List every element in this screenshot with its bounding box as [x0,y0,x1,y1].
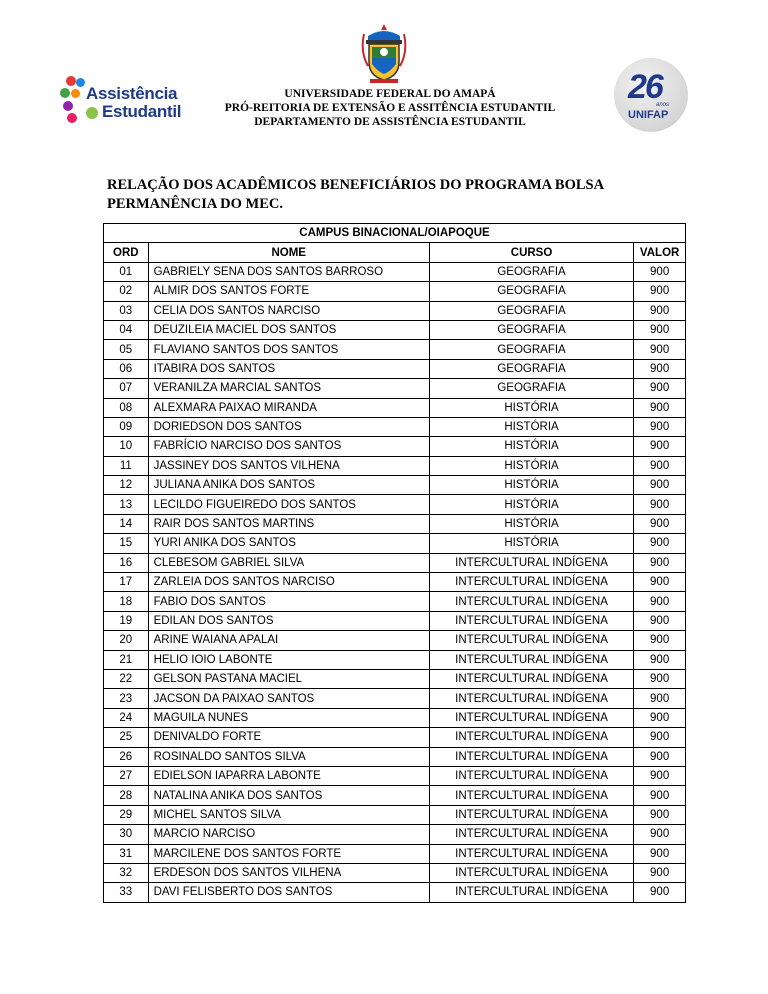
table-row [104,553,686,572]
cell-ord: 17 [104,573,149,592]
cell-ord: 15 [104,534,149,553]
cell-valor: 900 [634,320,686,339]
colored-dots-icon [60,76,86,124]
cell-valor: 900 [634,437,686,456]
cell-valor: 900 [634,534,686,553]
cell-curso: GEOGRAFIA [429,262,633,281]
cell-curso: INTERCULTURAL INDÍGENA [429,805,633,824]
cell-nome: JACSON DA PAIXAO SANTOS [148,689,429,708]
cell-ord: 14 [104,514,149,533]
cell-valor: 900 [634,301,686,320]
cell-valor: 900 [634,708,686,727]
cell-curso: HISTÓRIA [429,437,633,456]
cell-ord: 19 [104,611,149,630]
table-row [104,359,686,378]
table-row [104,825,686,844]
table-row [104,631,686,650]
cell-nome: RAIR DOS SANTOS MARTINS [148,514,429,533]
table-row [104,417,686,436]
cell-valor: 900 [634,650,686,669]
table-row [104,708,686,727]
table-row [104,437,686,456]
anniversary-suffix: anos [656,102,670,108]
anniversary-number: 26 [628,68,662,106]
cell-ord: 05 [104,340,149,359]
cell-valor: 900 [634,262,686,281]
header-nome: NOME [148,243,429,262]
cell-curso: INTERCULTURAL INDÍGENA [429,650,633,669]
cell-valor: 900 [634,495,686,514]
cell-valor: 900 [634,689,686,708]
table-row [104,340,686,359]
cell-nome: GELSON PASTANA MACIEL [148,669,429,688]
cell-valor: 900 [634,825,686,844]
cell-ord: 27 [104,766,149,785]
cell-valor: 900 [634,883,686,902]
table-row [104,883,686,902]
table-row [104,514,686,533]
cell-valor: 900 [634,766,686,785]
table-row [104,320,686,339]
cell-curso: GEOGRAFIA [429,301,633,320]
cell-curso: HISTÓRIA [429,476,633,495]
cell-ord: 04 [104,320,149,339]
cell-curso: INTERCULTURAL INDÍGENA [429,611,633,630]
table-row [104,728,686,747]
cell-ord: 22 [104,669,149,688]
cell-nome: FABRÍCIO NARCISO DOS SANTOS [148,437,429,456]
document-title-line2: PERMANÊNCIA DO MEC. [107,196,284,212]
cell-nome: MARCIO NARCISO [148,825,429,844]
cell-valor: 900 [634,359,686,378]
logo-text-line1: Assistência [86,84,178,103]
cell-curso: HISTÓRIA [429,398,633,417]
institution-line-3: DEPARTAMENTO DE ASSISTÊNCIA ESTUDANTIL [254,116,526,128]
cell-curso: INTERCULTURAL INDÍGENA [429,689,633,708]
unifap-26-logo [614,58,688,132]
table-row [104,650,686,669]
cell-nome: FABIO DOS SANTOS [148,592,429,611]
document-title-line1: RELAÇÃO DOS ACADÊMICOS BENEFICIÁRIOS DO PROGRAMA BOLSA [107,177,605,193]
cell-valor: 900 [634,456,686,475]
cell-nome: ITABIRA DOS SANTOS [148,359,429,378]
cell-curso: HISTÓRIA [429,534,633,553]
cell-valor: 900 [634,476,686,495]
cell-ord: 09 [104,417,149,436]
cell-ord: 32 [104,863,149,882]
cell-ord: 11 [104,456,149,475]
cell-nome: LECILDO FIGUEIREDO DOS SANTOS [148,495,429,514]
cell-ord: 02 [104,282,149,301]
cell-valor: 900 [634,340,686,359]
table-row [104,611,686,630]
cell-valor: 900 [634,282,686,301]
institution-line-1: UNIVERSIDADE FEDERAL DO AMAPÁ [284,88,496,100]
cell-valor: 900 [634,573,686,592]
header-ord: ORD [104,243,149,262]
cell-curso: GEOGRAFIA [429,379,633,398]
cell-curso: INTERCULTURAL INDÍGENA [429,728,633,747]
cell-curso: INTERCULTURAL INDÍGENA [429,631,633,650]
cell-ord: 31 [104,844,149,863]
table-row [104,301,686,320]
table-row [104,573,686,592]
cell-valor: 900 [634,379,686,398]
cell-ord: 33 [104,883,149,902]
cell-ord: 16 [104,553,149,572]
header-valor: VALOR [634,243,686,262]
university-crest-icon [360,22,408,84]
cell-ord: 07 [104,379,149,398]
cell-ord: 06 [104,359,149,378]
cell-nome: DEUZILEIA MACIEL DOS SANTOS [148,320,429,339]
table-row [104,766,686,785]
cell-ord: 13 [104,495,149,514]
cell-curso: GEOGRAFIA [429,320,633,339]
campus-caption: CAMPUS BINACIONAL/OIAPOQUE [104,224,686,243]
assistencia-estudantil-logo [60,70,185,125]
table-row [104,476,686,495]
cell-curso: GEOGRAFIA [429,359,633,378]
cell-ord: 24 [104,708,149,727]
cell-ord: 08 [104,398,149,417]
cell-valor: 900 [634,728,686,747]
header-curso: CURSO [429,243,633,262]
table-row [104,669,686,688]
cell-curso: HISTÓRIA [429,514,633,533]
cell-nome: DAVI FELISBERTO DOS SANTOS [148,883,429,902]
cell-valor: 900 [634,611,686,630]
beneficiaries-table [103,223,686,903]
cell-valor: 900 [634,514,686,533]
cell-nome: CELIA DOS SANTOS NARCISO [148,301,429,320]
cell-nome: VERANILZA MARCIAL SANTOS [148,379,429,398]
cell-curso: HISTÓRIA [429,495,633,514]
cell-ord: 10 [104,437,149,456]
cell-nome: HELIO IOIO LABONTE [148,650,429,669]
cell-curso: HISTÓRIA [429,417,633,436]
cell-nome: DENIVALDO FORTE [148,728,429,747]
cell-curso: INTERCULTURAL INDÍGENA [429,844,633,863]
cell-curso: INTERCULTURAL INDÍGENA [429,883,633,902]
cell-ord: 20 [104,631,149,650]
cell-nome: NATALINA ANIKA DOS SANTOS [148,786,429,805]
cell-ord: 30 [104,825,149,844]
cell-ord: 18 [104,592,149,611]
cell-nome: MARCILENE DOS SANTOS FORTE [148,844,429,863]
table-row [104,863,686,882]
cell-curso: INTERCULTURAL INDÍGENA [429,573,633,592]
cell-valor: 900 [634,417,686,436]
cell-curso: INTERCULTURAL INDÍGENA [429,863,633,882]
table-row [104,495,686,514]
cell-curso: GEOGRAFIA [429,340,633,359]
institution-line-2: PRÓ-REITORIA DE EXTENSÃO E ASSITÊNCIA ESTUDANTIL [224,102,556,114]
cell-nome: MICHEL SANTOS SILVA [148,805,429,824]
cell-curso: INTERCULTURAL INDÍGENA [429,592,633,611]
cell-nome: JASSINEY DOS SANTOS VILHENA [148,456,429,475]
cell-ord: 25 [104,728,149,747]
table-row [104,534,686,553]
cell-curso: INTERCULTURAL INDÍGENA [429,708,633,727]
cell-nome: JULIANA ANIKA DOS SANTOS [148,476,429,495]
cell-valor: 900 [634,553,686,572]
cell-curso: INTERCULTURAL INDÍGENA [429,766,633,785]
cell-valor: 900 [634,786,686,805]
cell-ord: 29 [104,805,149,824]
unifap-name: UNIFAP [628,109,669,121]
cell-valor: 900 [634,747,686,766]
cell-nome: CLEBESOM GABRIEL SILVA [148,553,429,572]
cell-nome: ARINE WAIANA APALAI [148,631,429,650]
cell-nome: EDILAN DOS SANTOS [148,611,429,630]
table-row [104,747,686,766]
cell-curso: INTERCULTURAL INDÍGENA [429,669,633,688]
table-row [104,398,686,417]
cell-nome: DORIEDSON DOS SANTOS [148,417,429,436]
cell-ord: 21 [104,650,149,669]
cell-nome: ERDESON DOS SANTOS VILHENA [148,863,429,882]
cell-valor: 900 [634,592,686,611]
cell-valor: 900 [634,669,686,688]
table-row [104,379,686,398]
cell-nome: ZARLEIA DOS SANTOS NARCISO [148,573,429,592]
table-row [104,592,686,611]
cell-valor: 900 [634,631,686,650]
table-row [104,786,686,805]
cell-nome: EDIELSON IAPARRA LABONTE [148,766,429,785]
table-row [104,805,686,824]
table-row [104,689,686,708]
cell-curso: INTERCULTURAL INDÍGENA [429,747,633,766]
cell-nome: ROSINALDO SANTOS SILVA [148,747,429,766]
cell-curso: HISTÓRIA [429,456,633,475]
green-dot-icon [86,107,98,119]
cell-ord: 01 [104,262,149,281]
cell-valor: 900 [634,398,686,417]
cell-nome: FLAVIANO SANTOS DOS SANTOS [148,340,429,359]
table-row [104,262,686,281]
cell-nome: GABRIELY SENA DOS SANTOS BARROSO [148,262,429,281]
cell-nome: MAGUILA NUNES [148,708,429,727]
cell-ord: 23 [104,689,149,708]
cell-curso: GEOGRAFIA [429,282,633,301]
cell-nome: ALMIR DOS SANTOS FORTE [148,282,429,301]
table-row [104,844,686,863]
cell-nome: YURI ANIKA DOS SANTOS [148,534,429,553]
cell-valor: 900 [634,844,686,863]
cell-valor: 900 [634,863,686,882]
cell-ord: 03 [104,301,149,320]
table-row [104,456,686,475]
logo-text-line2: Estudantil [102,102,182,121]
cell-curso: INTERCULTURAL INDÍGENA [429,786,633,805]
table-row [104,282,686,301]
cell-ord: 28 [104,786,149,805]
cell-valor: 900 [634,805,686,824]
cell-curso: INTERCULTURAL INDÍGENA [429,553,633,572]
cell-curso: INTERCULTURAL INDÍGENA [429,825,633,844]
cell-ord: 26 [104,747,149,766]
document-title [107,176,707,214]
cell-nome: ALEXMARA PAIXAO MIRANDA [148,398,429,417]
cell-ord: 12 [104,476,149,495]
